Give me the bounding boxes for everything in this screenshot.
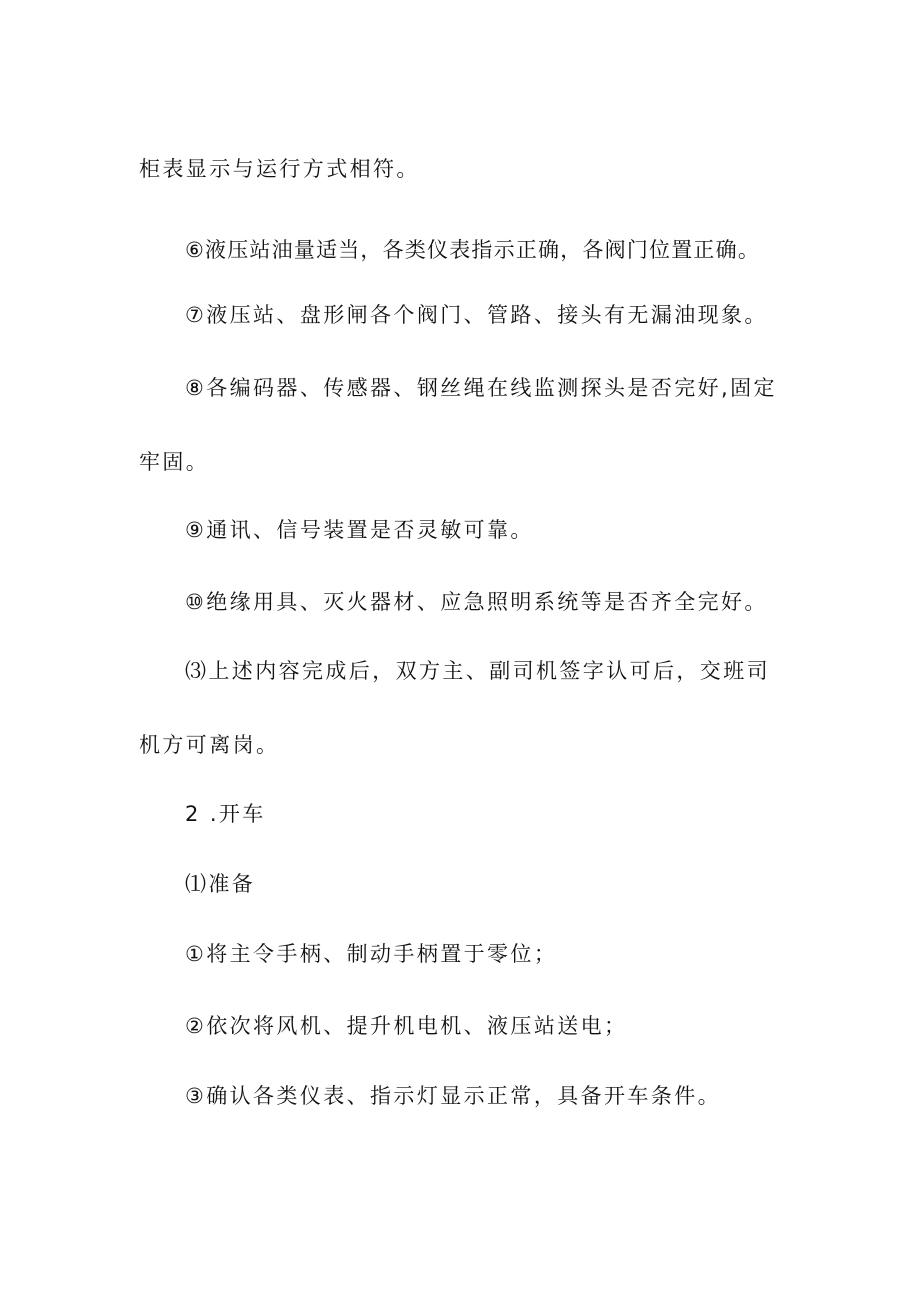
text-line-item-8-continuation: 牢固。	[139, 450, 210, 474]
text-line-continuation: 柜表显示与运行方式相符。	[139, 157, 420, 181]
text-line-step-3: ③确认各类仪表、指示灯显示正常，具备开车条件。	[185, 1084, 722, 1108]
text-line-item-9: ⑨通讯、信号装置是否灵敏可靠。	[185, 518, 534, 542]
subsection-heading-prepare: ⑴准备	[185, 872, 256, 896]
text-line-item-10: ⑩绝缘用具、灭火器材、应急照明系统等是否齐全完好。	[185, 590, 768, 614]
text-line-item-6: ⑥液压站油量适当，各类仪表指示正确，各阀门位置正确。	[185, 238, 761, 262]
section-heading-start: 2 .开车	[185, 802, 266, 826]
text-line-item-7: ⑦液压站、盘形闸各个阀门、管路、接头有无漏油现象。	[185, 303, 768, 327]
text-line-item-8: ⑧各编码器、传感器、钢丝绳在线监测探头是否完好,固定	[185, 376, 777, 400]
text-line-section-3: ⑶上述内容完成后，双方主、副司机签字认可后，交班司	[185, 659, 770, 683]
text-line-section-3-continuation: 机方可离岗。	[139, 733, 280, 757]
text-line-step-1: ①将主令手柄、制动手柄置于零位；	[185, 942, 558, 966]
text-line-step-2: ②依次将风机、提升机电机、液压站送电；	[185, 1014, 628, 1038]
